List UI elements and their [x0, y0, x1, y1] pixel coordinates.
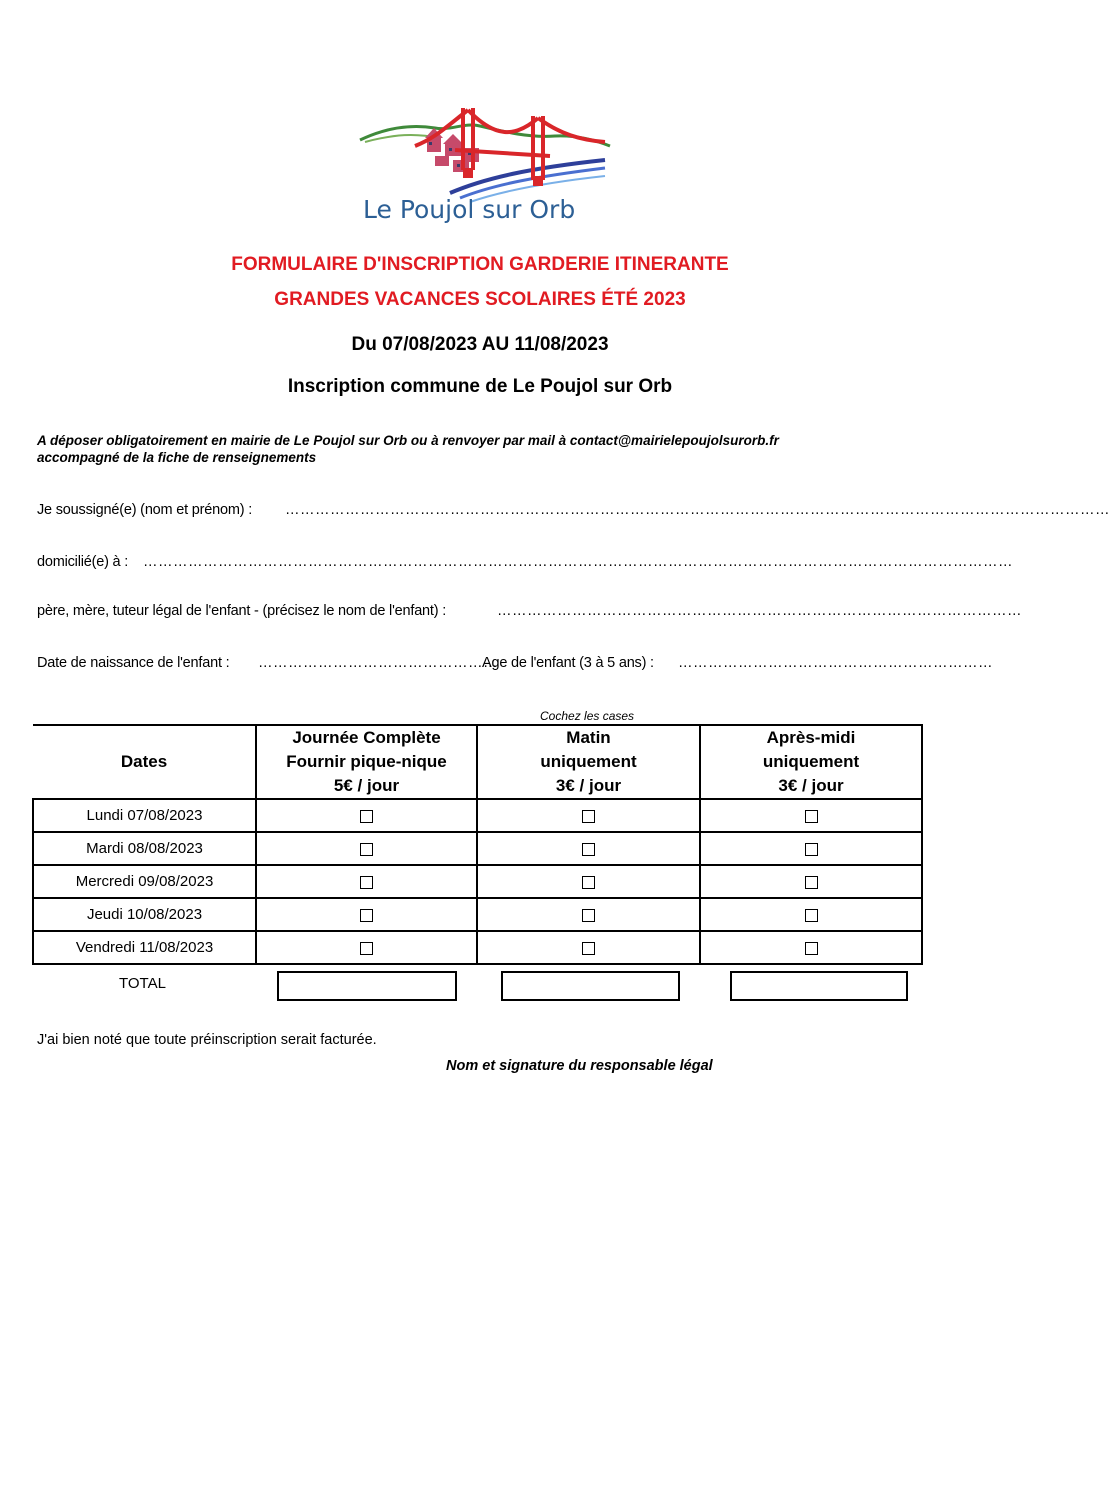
full-day-checkbox[interactable] — [360, 909, 373, 922]
full-day-cell — [256, 799, 477, 832]
total-afternoon-field[interactable] — [730, 971, 908, 1001]
total-morning-field[interactable] — [501, 971, 680, 1001]
morning-checkbox[interactable] — [582, 876, 595, 889]
morning-cell — [477, 832, 700, 865]
morning-checkbox[interactable] — [582, 942, 595, 955]
full-day-checkbox[interactable] — [360, 942, 373, 955]
table-header-row — [33, 725, 922, 799]
row-date: Vendredi 11/08/2023 — [33, 931, 256, 964]
table-row — [33, 931, 922, 964]
row-date: Mardi 08/08/2023 — [33, 832, 256, 865]
morning-cell — [477, 799, 700, 832]
afternoon-cell — [700, 865, 922, 898]
birthdate-field[interactable]: ………………………………………… — [258, 655, 498, 671]
morning-checkbox[interactable] — [582, 909, 595, 922]
afternoon-cell — [700, 832, 922, 865]
header-line: Après-midi — [766, 728, 856, 747]
afternoon-checkbox[interactable] — [805, 810, 818, 823]
afternoon-checkbox[interactable] — [805, 876, 818, 889]
commune-title: Inscription commune de Le Poujol sur Orb — [287, 376, 673, 397]
afternoon-cell — [700, 799, 922, 832]
logo-text: Le Poujol sur Orb — [363, 195, 576, 224]
full-day-checkbox[interactable] — [360, 810, 373, 823]
afternoon-checkbox[interactable] — [805, 909, 818, 922]
afternoon-checkbox[interactable] — [805, 942, 818, 955]
morning-checkbox[interactable] — [582, 843, 595, 856]
note-line-1: A déposer obligatoirement en mairie de Le Poujol sur Orb ou à renvoyer par mail à contact@mairielepoujolsurorb.fr — [37, 433, 779, 448]
birthdate-label: Date de naissance de l'enfant : — [37, 655, 230, 671]
header-line: 5€ / jour — [333, 776, 400, 795]
full-day-cell — [256, 865, 477, 898]
afternoon-cell — [700, 898, 922, 931]
header-full-day — [256, 725, 477, 799]
row-date: Lundi 07/08/2023 — [33, 799, 256, 832]
table-hint: Cochez les cases — [540, 709, 635, 723]
afternoon-checkbox[interactable] — [805, 843, 818, 856]
full-day-cell — [256, 832, 477, 865]
age-field[interactable]: ……………………………………………………… — [678, 655, 993, 671]
acknowledgement-text: J'ai bien noté que toute préinscription serait facturée. — [37, 1032, 377, 1048]
soussigne-field[interactable]: ………………………………………………………………………………………………………………………………………………… — [285, 502, 1110, 518]
total-label: TOTAL — [119, 975, 166, 992]
morning-checkbox[interactable] — [582, 810, 595, 823]
domicile-label: domicilié(e) à : — [37, 554, 129, 570]
domicile-field[interactable]: ………………………………………………………………………………………………………………………………………………………… — [143, 554, 1013, 570]
morning-cell — [477, 865, 700, 898]
header-afternoon — [700, 725, 922, 799]
date-range: Du 07/08/2023 AU 11/08/2023 — [351, 334, 609, 355]
header-dates — [33, 725, 256, 799]
row-date: Mercredi 09/08/2023 — [33, 865, 256, 898]
header-line: Journée Complète — [292, 728, 441, 747]
full-day-cell — [256, 931, 477, 964]
form-subtitle: GRANDES VACANCES SCOLAIRES ÉTÉ 2023 — [274, 289, 686, 310]
table-row — [33, 898, 922, 931]
morning-cell — [477, 931, 700, 964]
header-line: uniquement — [540, 752, 637, 771]
child-name-field[interactable]: …………………………………………………………………………………………… — [497, 603, 1022, 619]
header-line: 3€ / jour — [778, 776, 844, 795]
total-full-day-field[interactable] — [277, 971, 457, 1001]
soussigne-label: Je soussigné(e) (nom et prénom) : — [37, 502, 253, 518]
full-day-checkbox[interactable] — [360, 876, 373, 889]
afternoon-cell — [700, 931, 922, 964]
note-line-2: accompagné de la fiche de renseignements — [37, 450, 317, 465]
bridge-landscape-logo — [355, 98, 615, 228]
header-morning — [477, 725, 700, 799]
header-line: Matin — [566, 728, 611, 747]
morning-cell — [477, 898, 700, 931]
parent-label: père, mère, tuteur légal de l'enfant - (précisez le nom de l'enfant) : — [37, 603, 447, 619]
table-row — [33, 799, 922, 832]
age-label: Age de l'enfant (3 à 5 ans) : — [482, 655, 654, 671]
row-date: Jeudi 10/08/2023 — [33, 898, 256, 931]
signature-label: Nom et signature du responsable légal — [446, 1058, 713, 1074]
header-line: uniquement — [762, 752, 860, 771]
submission-note — [37, 432, 937, 466]
form-title: FORMULAIRE D'INSCRIPTION GARDERIE ITINERANTE — [231, 254, 729, 275]
header-line: 3€ / jour — [555, 776, 622, 795]
table-row — [33, 865, 922, 898]
header-line: Fournir pique-nique — [286, 752, 447, 771]
registration-table — [32, 724, 923, 965]
header-dates-line: Dates — [120, 752, 168, 771]
full-day-checkbox[interactable] — [360, 843, 373, 856]
table-row — [33, 832, 922, 865]
full-day-cell — [256, 898, 477, 931]
